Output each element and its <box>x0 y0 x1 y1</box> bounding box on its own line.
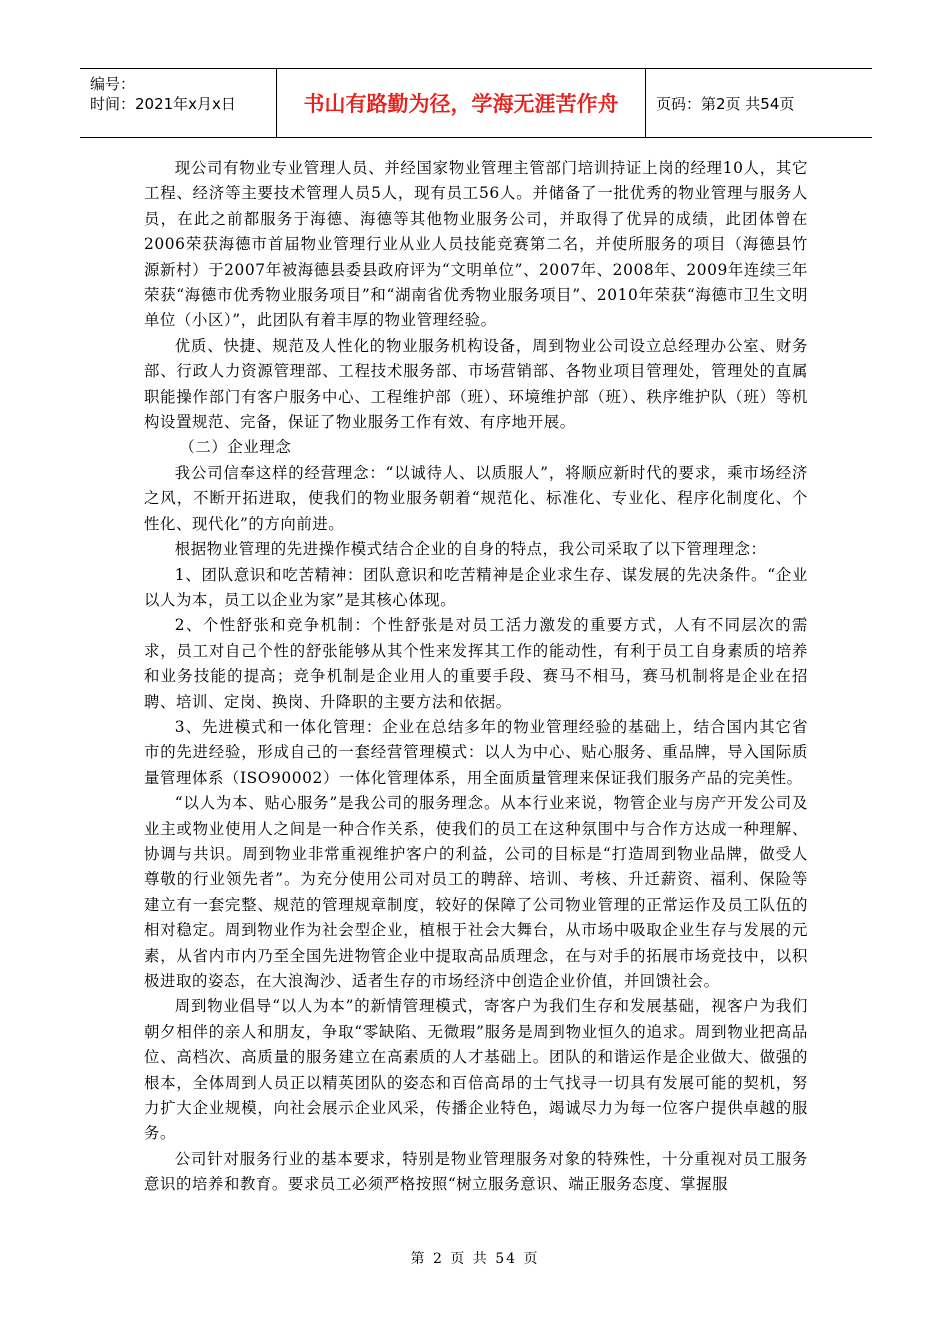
paragraph-organization: 优质、快捷、规范及人性化的物业服务机构设备，周到物业公司设立总经理办公室、财务部、行政人力资源管理部、工程技术服务部、市场营销部、各物业项目管理处，管理处的直属职能操作部门有客户服务中心、工程维护部（班）、环境维护部（班）、秩序维护队（班）等机构设置规范、完备，保证了物业服务工作有效、有序地开展。 <box>144 336 808 432</box>
header-table <box>80 68 872 138</box>
paragraph-management-intro: 根据物业管理的先进操作模式结合企业的自身的特点，我公司采取了以下管理理念： <box>174 540 767 559</box>
paragraph-integrated-management: 3、先进模式和一体化管理：企业在总结多年的物业管理经验的基础上，结合国内其它省市的先进经验，形成自己的一套经营管理模式：以人为中心、贴心服务、重品牌，导入国际质量管理体系（ISO90002）一体化管理体系，用全面质量管理来保证我们服务产品的完美性。 <box>144 717 808 787</box>
section-heading-philosophy: （二）企业理念 <box>179 438 292 457</box>
paragraph-company-staff: 现公司有物业专业管理人员、并经国家物业管理主管部门培训持证上岗的经理10人，其它工程、经济等主要技术管理人员5人，现有员工56人。并储备了一批优秀的物业管理与服务人员，在此之前都服务于海德、海德等其他物业服务公司，并取得了优异的成绩，此团体曾在2006荣获海德市首届物业管理行业从业人员技能竞赛第二名，并使所服务的项目（海德县竹源新村）于2007年被海德县委县政府评为“文明单位”、2007年、2008年、2009年连续三年荣获“海德市优秀物业服务项目”和“湖南省优秀物业服务项目”、2010年荣获“海德市卫生文明单位（小区）”，此团队有着丰厚的物业管理经验。 <box>144 159 808 330</box>
document-time-label: 时间：2021年x月x日 <box>90 95 236 113</box>
paragraph-people-oriented: 周到物业倡导“以人为本”的新情管理模式，寄客户为我们生存和发展基础，视客户为我们朝夕相伴的亲人和朋友，争取“零缺陷、无微瑕”服务是周到物业恒久的追求。周到物业把高品位、高档次、高质量的服务建立在高素质的人才基础上。团队的和谐运作是企业做大、做强的根本，全体周到人员正以精英团队的姿态和百倍高昂的士气找寻一切具有发展可能的契机，努力扩大企业规模，向社会展示企业风采，传播企业特色，竭诚尽力为每一位客户提供卓越的服务。 <box>144 997 808 1143</box>
paragraph-competition: 2、个性舒张和竞争机制：个性舒张是对员工活力激发的重要方式，人有不同层次的需求，员工对自己个性的舒张能够从其个性来发挥其工作的能动性，有利于员工自身素质的培养和业务技能的提高；竞争机制是企业用人的重要手段、赛马不相马，赛马机制将是企业在招聘、培训、定岗、换岗、升降职的主要方法和依据。 <box>144 616 808 711</box>
header-info-cell <box>80 69 277 137</box>
document-body <box>144 156 808 1198</box>
document-number-label: 编号： <box>90 75 136 93</box>
paragraph-teamwork: 1、团队意识和吃苦精神：团队意识和吃苦精神是企业求生存、谋发展的先决条件。“企业以人为本，员工以企业为家”是其核心体现。 <box>144 565 808 609</box>
paragraph-service-awareness: 公司针对服务行业的基本要求，特别是物业管理服务对象的特殊性，十分重视对员工服务意识的培养和教育。要求员工必须严格按照“树立服务意识、端正服务态度、掌握服 <box>144 1149 808 1194</box>
header-page-info: 页码：第2页 共54页 <box>656 94 795 113</box>
paragraph-service-philosophy: “以人为本、贴心服务”是我公司的服务理念。从本行业来说，物管企业与房产开发公司及业主或物业使用人之间是一种合作关系，使我们的员工在这种氛围中与合作方达成一种理解、协调与共识。周到物业非常重视维护客户的利益，公司的目标是“打造周到物业品牌，做受人尊敬的行业领先者”。为充分使用公司对员工的聘辞、培训、考核、升迁薪资、福利、保险等建立有一套完整、规范的管理规章制度，较好的保障了公司物业管理的正常运作及员工队伍的相对稳定。周到物业作为社会型企业，植根于社会大舞台，从市场中吸取企业生存与发展的元素，从省内市内乃至全国先进物管企业中提取高品质理念，在与对手的拓展市场竞技中，以积极进取的姿态，在大浪淘沙、适者生存的市场经济中创造企业价值，并回馈社会。 <box>144 794 808 990</box>
paragraph-business-philosophy: 我公司信奉这样的经营理念：“以诚待人、以质服人”，将顺应新时代的要求，乘市场经济之风，不断开拓进取，使我们的物业服务朝着“规范化、标准化、专业化、程序化制度化、个性化、现代化”的方向前进。 <box>144 463 808 533</box>
page-footer: 第 2 页 共 54 页 <box>410 1251 540 1267</box>
header-motto: 书山有路勤为径，学海无涯苦作舟 <box>277 69 646 137</box>
